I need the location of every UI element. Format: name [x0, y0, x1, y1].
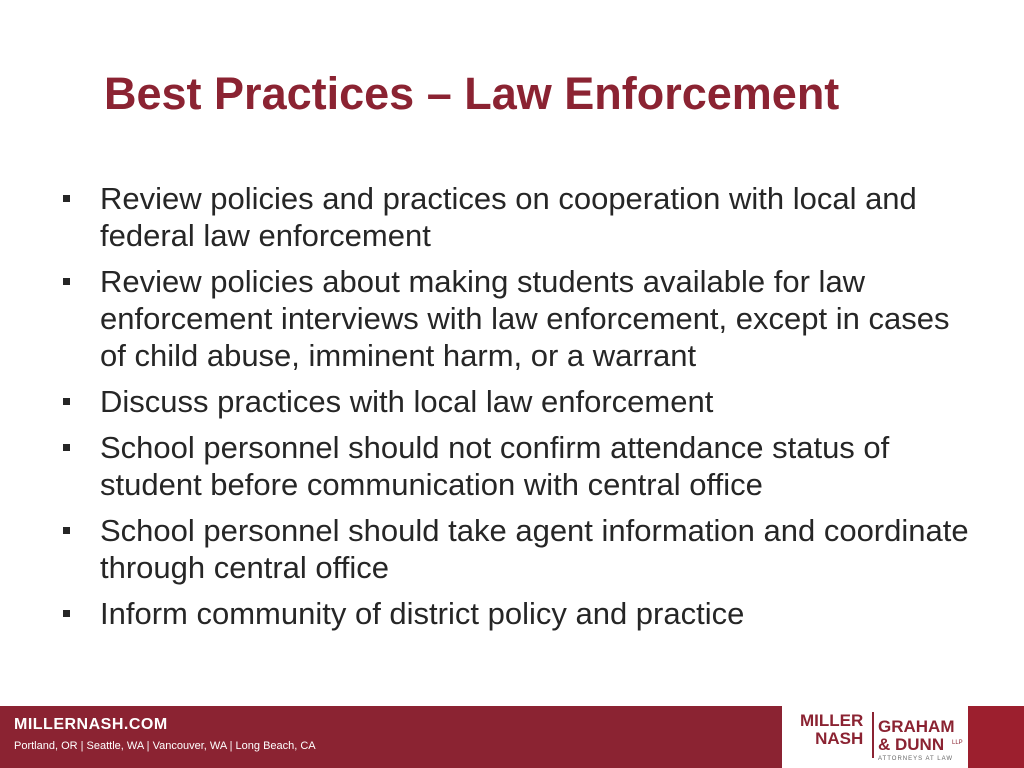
square-bullet-icon [63, 195, 70, 202]
website-link[interactable]: MILLERNASH.COM [14, 716, 168, 733]
logo-graham-dunn: GRAHAM & DUNN [878, 717, 955, 754]
bullet-text: School personnel should take agent information and coordinate through central office [100, 513, 969, 585]
logo-miller-nash: MILLER NASH [800, 711, 864, 748]
bullet-item [60, 180, 980, 254]
bullet-item [60, 512, 980, 586]
bullet-text: School personnel should not confirm attendance status of student before communication with central office [100, 430, 890, 502]
bullet-text: Review policies and practices on cooperation with local and federal law enforcement [100, 181, 917, 253]
square-bullet-icon [63, 444, 70, 451]
footer-info [0, 706, 782, 768]
square-bullet-icon [63, 527, 70, 534]
bullet-text: Inform community of district policy and practice [100, 596, 745, 631]
bullet-text: Discuss practices with local law enforcement [100, 384, 714, 419]
logo-divider [872, 712, 874, 758]
footer-bar [0, 706, 1024, 768]
logo-tagline: ATTORNEYS AT LAW [878, 756, 954, 762]
firm-logo [782, 706, 968, 768]
bullet-item [60, 263, 980, 374]
bullet-item [60, 429, 980, 503]
logo-llp: LLP [952, 740, 963, 746]
office-locations: Portland, OR | Seattle, WA | Vancouver, WA | Long Beach, CA [14, 740, 316, 752]
slide-title: Best Practices – Law Enforcement [104, 68, 840, 119]
bullet-text: Review policies about making students available for law enforcement interviews with law enforcement, except in cases of child abuse, imminent harm, or a warrant [100, 264, 950, 373]
square-bullet-icon [63, 398, 70, 405]
bullet-item [60, 383, 980, 420]
footer-accent-block [968, 706, 1024, 768]
square-bullet-icon [63, 610, 70, 617]
bullet-item [60, 595, 980, 632]
square-bullet-icon [63, 278, 70, 285]
bullet-list [60, 180, 980, 641]
